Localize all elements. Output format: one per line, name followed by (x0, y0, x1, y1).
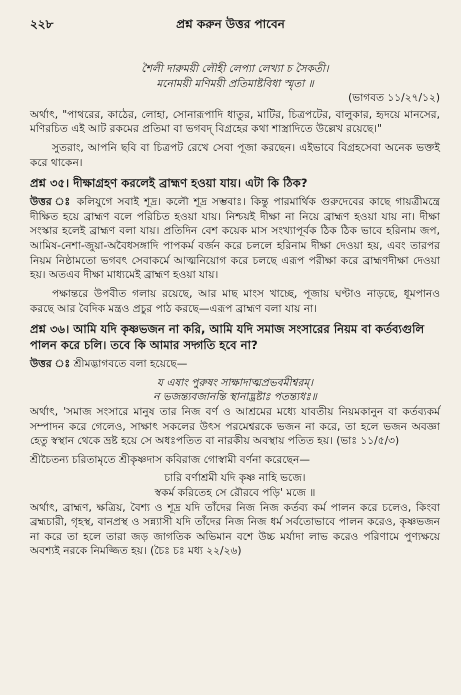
paragraph: অর্থাৎ, 'সমাজ সংসারে মানুষ তার নিজ বর্ণ ও আশ্রমের মধ্যে যাবতীয় নিয়মকানুন বা কর্তব্যকর্ম সম্পাদন করে গেলেও, সাক্ষাৎ সকলের উৎস পরমেশ্বরকে ভজন না করে, তা হলে ভজন অবজ্ঞা হেতু স্বস্থান থেকে ভ্রষ্ট হয়ে সে অধঃপতিত বা নারকীয় অবস্থায় পতিত হয়। (ভাঃ ১১/৫/৩) (30, 405, 440, 448)
question-label: প্রশ্ন ৩৬। (30, 322, 70, 337)
page-header (0, 12, 461, 32)
answer-text: শ্রীমদ্ভাগবতে বলা হয়েছে— (73, 358, 188, 371)
paragraph: পক্ষান্তরে উপবীত গলায় রয়েছে, আর মাছ মাংস খাচ্ছে, পূজায় ঘণ্টাও নাড়ছে, ধূমপানও করছে আর বৈদিক মন্ত্রও প্রচুর পাঠ করছে—এরূপ ব্রাহ্মণ বলা যায় না। (30, 287, 440, 315)
running-title: প্রশ্ন করুন উত্তর পাবেন (176, 17, 285, 31)
question-text: দীক্ষাগ্রহণ করলেই ব্রাহ্মণ হওয়া যায়। এটা কি ঠিক? (73, 176, 308, 191)
answer-label: উত্তর ঃ (30, 196, 72, 209)
question-36 (30, 322, 440, 354)
verse-line: চারি বর্ণাশ্রমী যদি কৃষ্ণ নাহি ভজে। (164, 472, 306, 485)
paragraph: অর্থাৎ, ব্রাহ্মণ, ক্ষত্রিয়, বৈশ্য ও শূদ্র যদি তাঁদের নিজ নিজ কর্তব্য কর্ম পালন করে চলেও, কিংবা ব্রহ্মচারী, গৃহস্থ, বানপ্রস্থ ও সন্ন্যাসী যদি তাঁদের নিজ নিজ ধর্ম সর্বতোভাবে পালন করেও, কৃষ্ণভজন না করে তা হলে তারা জড় জাগতিক অভিমান বশে উচ্চ মর্যাদা লাভ করেও পরিণামে পুণ্যক্ষয়ে অবশ্যই নরকে নিমজ্জিত হয়। (চৈঃ চঃ মধ্য ২২/২৬) (30, 501, 440, 558)
answer-35 (30, 195, 440, 283)
answer-text: কলিযুগে সবাই শূদ্র। কলৌ শূদ্র সম্ভবাঃ। কিন্তু পারমার্থিক গুরুদেবের কাছে গায়ত্রীমন্ত্রে দীক্ষিত হয়ে ব্রাহ্মণ বলে পরিচিত হওয়া যায়। নিশ্চয়ই দীক্ষা না নিয়ে ব্রাহ্মণ হওয়া যায় না। দীক্ষা সংস্কার হলেই ব্রাহ্মণ বলা যায়। প্রতিদিন বেশ কয়েক মাস সংখ্যাপূর্বক ঠিক ঠিক ভাবে হরিনাম জপ, আমিষ-নেশা-জুয়া-অবৈধসঙ্গাদি পাপকর্ম বর্জন করে চললে হরিনাম দীক্ষা দেওয়া হয়, এবং তারপর নিয়ম নিষ্ঠামতো ভগবৎ সেবাকর্মে আত্মনিয়োগ করে চলছে এরূপ পরীক্ষা করে ব্রাহ্মণদীক্ষা দেওয়া হয়। অতএব দীক্ষা মাধ্যমেই ব্রাহ্মণ হওয়া যায়। (30, 196, 440, 282)
question-text: আমি যদি কৃষ্ণভজন না করি, আমি যদি সমাজ সংসারের নিয়ম বা কর্তব্যগুলি পালন করে চলি। তবে কি আমার সদ্গতি হবে না? (30, 322, 425, 353)
paragraph: শ্রীচৈতন্য চরিতামৃতে শ্রীকৃষ্ণদাস কবিরাজ গোস্বামী বর্ণনা করেছেন— (30, 453, 310, 466)
paragraph: অর্থাৎ, "পাথরের, কাঠের, লোহা, সোনারূপাদি ধাতুর, মাটির, চিত্রপটের, বালুকার, হৃদয়ে মানসের, মণিরচিত এই আট রকমের প্রতিমা বা ভগবদ্ বিগ্রহের কথা শাস্ত্রাদিতে উল্লেখ রয়েছে।" (30, 108, 440, 136)
page-body (30, 62, 440, 563)
question-35 (30, 176, 440, 192)
verse-line: য এষাং পুরুষং সাক্ষাদাত্মপ্রভবমীশ্বরম্। (156, 376, 314, 389)
verse-reference: (ভাগবত ১১/২৭/১২) (348, 92, 440, 105)
answer-label: উত্তর ঃ (30, 358, 71, 371)
paragraph: সুতরাং, আপনি ছবি বা চিত্রপট রেখে সেবা পূজা করছেন। এইভাবে বিগ্রহসেবা অনেক ভক্তই করে থাকেন। (30, 142, 440, 169)
verse-line: শৈলী দারুময়ী লৌহী লেপ্যা লেখ্যা চ সৈকতী। (141, 63, 329, 75)
question-label: প্রশ্ন ৩৫। (30, 176, 70, 191)
verse-line: মনোময়ী মণিময়ী প্রতিমাষ্টবিধা স্মৃতা ॥ (156, 77, 314, 90)
page-number: ২২৮ (30, 17, 54, 31)
verse-line: স্বকর্ম করিতেহ সে রৌরবে পড়ি' মজে ॥ (154, 486, 316, 499)
answer-36-intro (30, 357, 440, 372)
verse-line: ন ভজন্ত্যবজানন্তি স্থানাদ্ভ্রষ্টাঃ পতন্ত্যধঃ॥ (153, 391, 317, 404)
